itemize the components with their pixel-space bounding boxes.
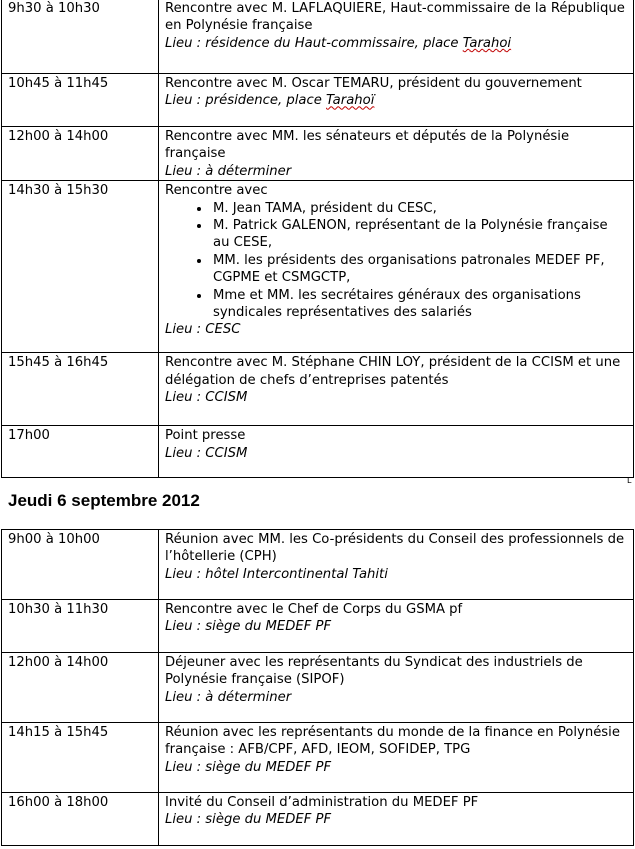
table-row (2, 74, 634, 127)
day-heading: Jeudi 6 septembre 2012 (8, 491, 200, 510)
location-place-name: Tarahoï (326, 93, 375, 109)
location-text: Lieu : résidence du Haut-commissaire, place (165, 35, 463, 51)
time-cell: 9h00 à 10h00 (2, 530, 159, 600)
meeting-location: Lieu : siège du MEDEF PF (165, 619, 332, 635)
schedule-table-day1 (1, 0, 634, 478)
meeting-location: Lieu : à déterminer (165, 689, 292, 705)
description-cell (159, 723, 634, 793)
attendee-item: • Mme et MM. les secrétaires généraux des organisations syndicales représentatives des salariés (211, 287, 627, 322)
description-cell (159, 353, 634, 426)
table-row (2, 723, 634, 793)
meeting-location: Lieu : CCISM (165, 390, 248, 406)
description-cell (159, 426, 634, 478)
time-cell: 16h00 à 18h00 (2, 793, 159, 846)
meeting-description: Réunion avec les représentants du monde de la finance en Polynésie française : AFB/CPF, AFD, IEOM, SOFIDEP, TPG (165, 725, 620, 758)
table-row (2, 353, 634, 426)
meeting-location: Lieu : siège du MEDEF PF (165, 759, 332, 775)
table-row (2, 127, 634, 181)
meeting-location: Lieu : hôtel Intercontinental Tahiti (165, 566, 388, 582)
meeting-location (165, 92, 627, 109)
time-cell: 12h00 à 14h00 (2, 127, 159, 181)
attendee-item: • MM. les présidents des organisations patronales MEDEF PF, CGPME et CSMGCTP, (211, 252, 627, 287)
time-cell: 14h15 à 15h45 (2, 723, 159, 793)
time-cell: 14h30 à 15h30 (2, 181, 159, 353)
meeting-location: Lieu : CCISM (165, 445, 248, 461)
meeting-location: Lieu : siège du MEDEF PF (165, 812, 332, 828)
table-row (2, 0, 634, 74)
description-cell (159, 74, 634, 127)
meeting-description: Rencontre avec le Chef de Corps du GSMA pf (165, 602, 463, 617)
time-cell: 10h45 à 11h45 (2, 74, 159, 127)
location-text: Lieu : présidence, place (165, 93, 327, 109)
location-place-name: Tarahoi (462, 35, 512, 51)
table-row (2, 181, 634, 353)
attendee-list (165, 200, 627, 322)
meeting-description: Rencontre avec M. LAFLAQUIERE, Haut-commissaire de la République en Polynésie française (165, 1, 625, 34)
description-cell (159, 600, 634, 653)
time-cell: 9h30 à 10h30 (2, 0, 159, 74)
schedule-table-day2 (1, 529, 634, 846)
time-cell: 15h45 à 16h45 (2, 353, 159, 426)
meeting-description: Rencontre avec (165, 183, 268, 199)
description-cell (159, 793, 634, 846)
table-row (2, 530, 634, 600)
meeting-description: Réunion avec MM. les Co-présidents du Conseil des professionnels de l’hôtellerie (CPH) (165, 532, 625, 565)
time-cell: 10h30 à 11h30 (2, 600, 159, 653)
description-cell (159, 653, 634, 723)
meeting-description: Invité du Conseil d’administration du MEDEF PF (165, 795, 479, 810)
description-cell (159, 127, 634, 181)
meeting-description: Rencontre avec M. Stéphane CHIN LOY, président de la CCISM et une délégation de chefs d’entreprises patentés (165, 355, 621, 388)
margin-mark: L (627, 476, 632, 485)
meeting-description: Rencontre avec M. Oscar TEMARU, président du gouvernement (165, 76, 582, 91)
time-cell: 17h00 (2, 426, 159, 478)
meeting-description: Point presse (165, 428, 246, 444)
table-row (2, 600, 634, 653)
time-cell: 12h00 à 14h00 (2, 653, 159, 723)
description-cell (159, 0, 634, 74)
table-row (2, 653, 634, 723)
meeting-location: Lieu : à déterminer (165, 163, 292, 179)
description-cell (159, 181, 634, 353)
meeting-location (165, 35, 627, 52)
description-cell (159, 530, 634, 600)
meeting-location: Lieu : CESC (165, 322, 241, 338)
attendee-item: • M. Jean TAMA, président du CESC, (211, 200, 627, 217)
meeting-description: Rencontre avec MM. les sénateurs et députés de la Polynésie française (165, 129, 570, 162)
table-row (2, 426, 634, 478)
meeting-description: Déjeuner avec les représentants du Syndicat des industriels de Polynésie française (SIPOF) (165, 655, 583, 688)
table-row (2, 793, 634, 846)
attendee-item: • M. Patrick GALENON, représentant de la Polynésie française au CESE, (211, 217, 627, 252)
